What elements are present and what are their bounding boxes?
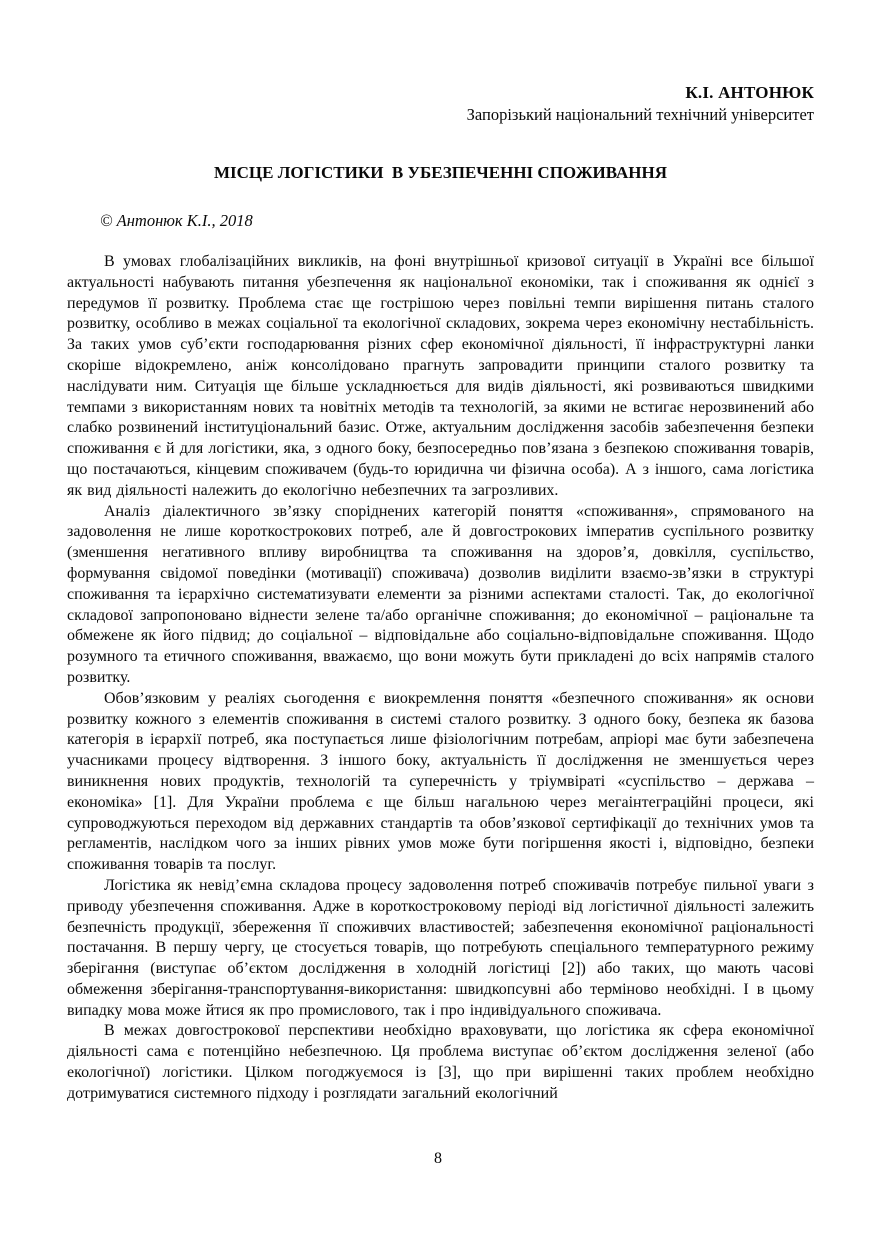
paragraph: Логістика як невід’ємна складова процесу задоволення потреб споживачів потребує пильної уваги з приводу убезпечення споживання. Адже в короткостроковому періоді від логістичної діяльності залежить безпечність продукції, збереження її споживчих властивостей; забезпечення економічної раціональності постачання. В першу чергу, це стосується товарів, що потребують спеціального температурного режиму зберігання (виступає об’єктом дослідження в холодній логістиці [2]) або таких, що мають часові обмеження зберігання-транспортування-використання: швидкопсувні або терміново необхідні. І в цьому випадку мова може йтися як про промислового, так і про індивідуального споживача. [67, 876, 814, 1019]
article-header [67, 82, 814, 126]
page-footer [0, 1150, 876, 1168]
paragraph: Аналіз діалектичного зв’язку споріднених категорій поняття «споживання», спрямованого на задоволення не лише короткострокових потреб, але й довгострокових імператив суспільного розвитку (зменшення негативного впливу виробництва та споживання на здоров’я, довкілля, суспільство, формування свідомої поведінки (мотивації) споживача) дозволив виділити взаємо-зв’язки в структурі споживання та ієрархічно систематизувати елементи за різними аспектами сталості. Так, до екологічної складової запропоновано віднести зелене та/або органічне споживання; до економічної – раціональне та обмежене як його підвид; до соціальної – відповідальне або соціально-відповідальне споживання. Щодо розумного та етичного споживання, вважаємо, що вони можуть бути прикладені до всіх напрямів сталого розвитку. [67, 502, 814, 686]
copyright-line: © Антонюк К.І., 2018 [100, 211, 253, 230]
paragraph: В межах довгострокової перспективи необхідно враховувати, що логістика як сфера економічної діяльності сама є потенційно небезпечною. Ця проблема виступає об’єктом дослідження зеленої (або екологічної) логістики. Цілком погоджуємося із [3], що при вирішенні таких проблем необхідно дотримуватися системного підходу і розглядати загальний екологічний [67, 1022, 814, 1102]
paragraph: В умовах глобалізаційних викликів, на фоні внутрішньої кризової ситуації в Україні все більшої актуальності набувають питання убезпечення як національної економіки, так і споживання як однієї з передумов її розвитку. Проблема стає ще гострішою через повільні темпи вирішення питань сталого розвитку, особливо в межах соціальної та екологічної складових, зокрема через економічну нестабільність. За таких умов суб’єкти господарювання різних сфер економічної діяльності, її інфраструктурні ланки скоріше відокремлено, аніж консолідовано прагнуть запровадити принципи сталого розвитку та наслідувати ним. Ситуація ще більше ускладнюється для видів діяльності, які розвиваються швидкими темпами з використанням нових та новітніх методів та технологій, за якими не встигає нерозвинений або слабко розвинений інституціональний базис. Отже, актуальним дослідження засобів забезпечення безпеки споживання є й для логістики, яка, з одного боку, безпосередньо пов’язана з безпекою споживання товарів, що постачаються, кінцевим споживачем (будь-то юридична чи фізична особа). А з іншого, сама логістика як вид діяльності належить до екологічно небезпечних та загрозливих. [67, 253, 814, 499]
article-body [67, 252, 814, 1105]
paragraph: Обов’язковим у реаліях сьогодення є виокремлення поняття «безпечного споживання» як основи розвитку кожного з елементів споживання в системі сталого розвитку. З одного боку, безпека як базова категорія в ієрархії потреб, яка поступається лише фізіологічним потребам, апріорі має бути забезпечена учасниками процесу відтворення. З іншого боку, актуальність її дослідження не зменшується через виникнення нових продуктів, технологій та суперечність у тріумвіраті «суспільство – держава – економіка» [1]. Для України проблема є ще більш нагальною через мегаінтеграційні процеси, які супроводжуються переходом від державних стандартів та обов’язкової сертифікації до технічних умов та регламентів, наслідком чого за інших рівних умов може бути погіршення якості і, відповідно, безпеки споживання товарів та послуг. [67, 689, 814, 874]
author-affiliation: Запорізький національний технічний університет [466, 105, 814, 124]
page-content [67, 0, 814, 1105]
article-title: МІСЦЕ ЛОГІСТИКИ В УБЕЗПЕЧЕННІ СПОЖИВАННЯ [213, 163, 668, 182]
author-name: К.І. АНТОНЮК [685, 83, 814, 102]
page-number: 8 [434, 1150, 442, 1167]
